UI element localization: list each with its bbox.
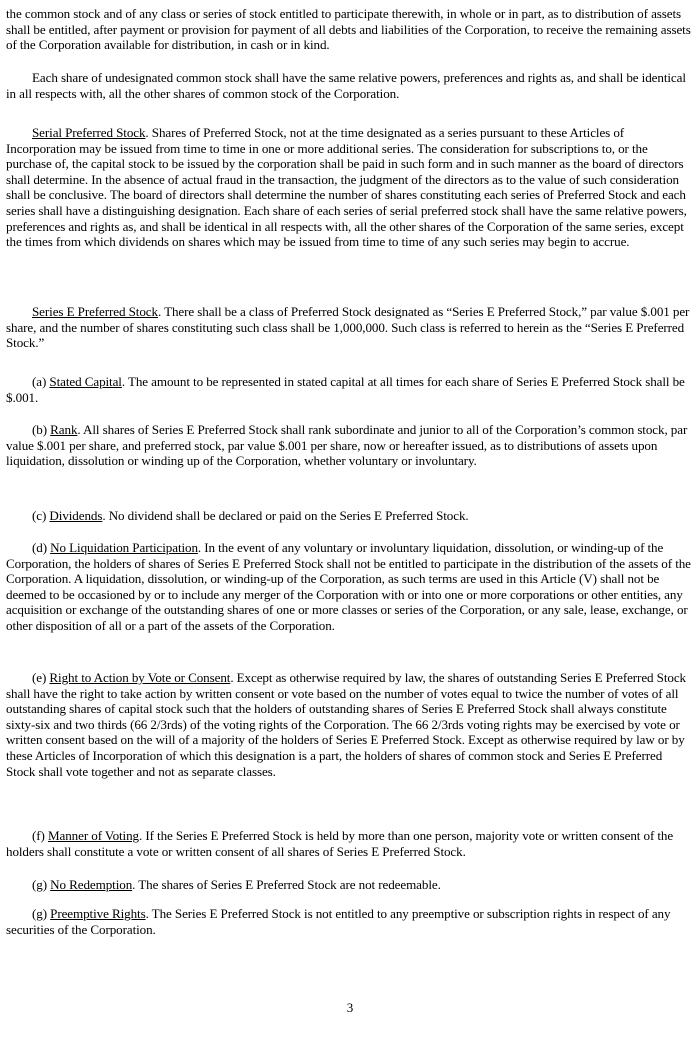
section-heading: Right to Action by Vote or Consent (49, 670, 231, 685)
paragraph-no-liquidation-participation: (d) No Liquidation Participation. In the event of any voluntary or involuntary liquidation, dissolution, or winding-up of the Corporation, the holders of shares of Series E Preferred Stock shall not be entitled to participate in the distribution of the assets of the Corporation. A liquidation, dissolution, or winding-up of the Corporation, as such terms are used in this Article (V) shall not be deemed to be occasioned by or to include any merger of the Corporation with or into one or more corporations or other entities, any acquisition or exchange of the outstanding shares of one or more classes or series of the Corporation, or any sale, lease, exchange, or other disposition of all or a part of the assets of the Corporation. (6, 540, 691, 633)
section-heading: Rank (50, 422, 78, 437)
paragraph-right-to-action: (e) Right to Action by Vote or Consent. Except as otherwise required by law, the shares of outstanding Series E Preferred Stock shall have the right to take action by written consent or vote based on the number of votes equal to twice the number of votes of all outstanding shares of capital stock such that the holders of outstanding shares of Series E Preferred Stock shall always constitute sixty-six and two thirds (66 2/3rds) of the voting rights of the Corporation. The 66 2/3rds voting rights may be exercised by vote or written consent based on the will of a majority of the holders of Series E Preferred Stock. Except as otherwise required by law or by these Articles of Incorporation of which this designation is a part, the holders of shares of common stock and Series E Preferred Stock shall vote together and not as separate classes. (6, 670, 686, 779)
section-heading: No Liquidation Participation (50, 540, 198, 555)
paragraph-liquidation-distribution: the common stock and of any class or series of stock entitled to participate therewith, in whole or in part, as to distribution of assets shall be entitled, after payment or provision for payment of all debts and liabilities of the Corporation, to receive the remaining assets of the Corporation available for distribution, in cash or in kind. (6, 6, 691, 53)
section-heading: Stated Capital (49, 374, 122, 389)
paragraph-rank: (b) Rank. All shares of Series E Preferred Stock shall rank subordinate and junior to all of the Corporation’s common stock, par value $.001 per share, and preferred stock, par value $.001 per share, now or hereafter issued, as to distributions of assets upon liquidation, dissolution or winding up of the Corporation, whether voluntary or involuntary. (6, 422, 688, 469)
section-heading: Series E Preferred Stock (32, 304, 158, 319)
paragraph-dividends: (c) Dividends. No dividend shall be declared or paid on the Series E Preferred Stock. (32, 508, 469, 523)
paragraph-preemptive-rights: (g) Preemptive Rights. The Series E Preferred Stock is not entitled to any preemptive or subscription rights in respect of any securities of the Corporation. (6, 906, 671, 937)
page-number: 3 (346, 1000, 354, 1015)
paragraph-undesignated-common-stock: Each share of undesignated common stock shall have the same relative powers, preferences and rights as, and shall be identical in all respects with, all the other shares of common stock of the Corporation. (6, 70, 686, 101)
section-heading: No Redemption (50, 877, 133, 892)
paragraph-no-redemption: (g) No Redemption. The shares of Series E Preferred Stock are not redeemable. (32, 877, 441, 892)
paragraph-manner-of-voting: (f) Manner of Voting. If the Series E Preferred Stock is held by more than one person, majority vote or written consent of the holders shall constitute a vote or written consent of all shares of Series E Preferred Stock. (6, 828, 674, 859)
section-heading: Serial Preferred Stock (32, 125, 146, 140)
section-heading: Preemptive Rights (50, 906, 146, 921)
section-heading: Dividends (49, 508, 103, 523)
section-heading: Manner of Voting (47, 828, 139, 843)
paragraph-stated-capital: (a) Stated Capital. The amount to be represented in stated capital at all times for each share of Series E Preferred Stock shall be $.001. (6, 374, 685, 405)
paragraph-series-e-preferred-stock: Series E Preferred Stock. There shall be a class of Preferred Stock designated as “Series E Preferred Stock,” par value $.001 per share, and the number of shares constituting such class shall be 1,000,000. Such class is referred to herein as the “Series E Preferred Stock.” (6, 304, 690, 351)
paragraph-serial-preferred-stock: Serial Preferred Stock. Shares of Preferred Stock, not at the time designated as a series pursuant to these Articles of Incorporation may be issued from time to time in one or more additional series. The consideration for subscriptions to, or the purchase of, the capital stock to be issued by the corporation shall be paid in such form and in such manner as the board of directors shall determine. In the absence of actual fraud in the transaction, the judgment of the directors as to the value of such consideration shall be conclusive. The board of directors shall determine the number of shares constituting each series of Preferred Stock and each series shall have a distinguishing designation. Each share of each series of serial preferred stock shall have the same relative powers, preferences and rights as, and shall be identical in all respects with, all the other shares of the Corporation of the same series, except the times from which dividends on shares which may be issued from time to time of any such series may begin to accrue. (6, 125, 687, 250)
